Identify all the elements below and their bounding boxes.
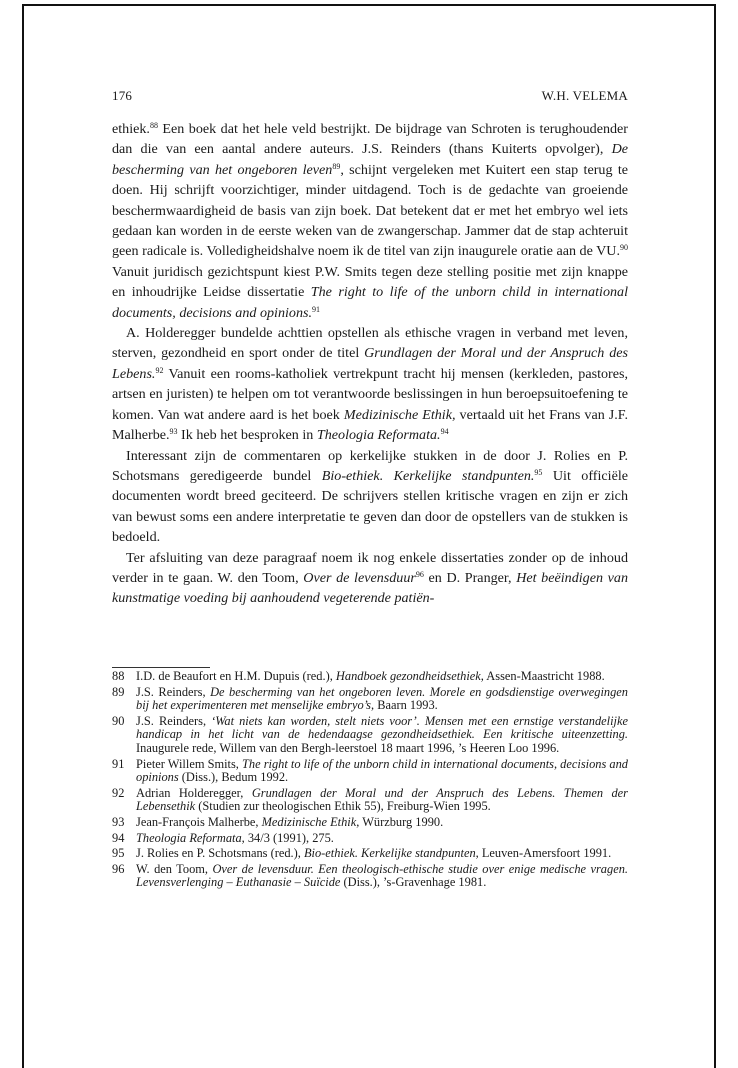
footnotes: [112, 670, 628, 892]
book-title: The right to life of the unborn child in international documents, decisions and opinions.: [112, 284, 628, 321]
footnote: 92 Adrian Holderegger, Grundlagen der Moral und der Anspruch des Lebens. Themen der Lebensethik (Studien zur theologischen Ethik 55), Freiburg-Wien 1995.: [112, 785, 628, 814]
footnote-ref-91[interactable]: 91: [312, 304, 321, 314]
book-title: Over de levensduur: [303, 569, 416, 586]
paragraph-3: Interessant zijn de commentaren op kerkelijke stukken in de door J. Rolies en P. Schotsmans geredigeerde bundel Bio-ethiek. Kerkelijke standpunten.$^{95}$ Uit officiële documenten wordt breed geciteerd. De schrijvers stellen kritische vragen en zijn er zich van bewust soms een andere interpretatie te geven dan door de opstellers van de stukken is bedoeld.: [112, 447, 628, 546]
footnote: 95 J. Rolies en P. Schotsmans (red.), Bio-ethiek. Kerkelijke standpunten, Leuven-Amersfoort 1991.: [112, 846, 612, 861]
footnote-ref-92[interactable]: 92: [155, 365, 164, 375]
paragraph-4: Ter afsluiting van deze paragraaf noem ik nog enkele dissertaties zonder op de inhoud verder in te gaan. W. den Toom, Over de levensduur$^{96}$ en D. Pranger, Het beëindigen van kunstmatige voeding bij aanhoudend vegeterende patiën-: [112, 549, 629, 607]
footnote-number: 94: [112, 830, 125, 845]
footnote: 91 Pieter Willem Smits, The right to life of the unborn child in international documents, decisions and opinions (Diss.), Bedum 1992.: [112, 756, 628, 785]
book-title: Medizinische Ethik,: [343, 406, 456, 423]
body-text: [112, 119, 628, 609]
footnote-number: 89: [112, 684, 125, 699]
journal-title: Theologia Reformata.: [316, 427, 441, 444]
paragraph-2: A. Holderegger bundelde achttien opstellen als ethische vragen in verband met leven, sterven, gezondheid en sport onder de titel Grundlagen der Moral und der Anspruch des Lebens.$^{92}$ Vanuit een rooms-katholiek vertrekpunt tracht hij mensen (kerkleden, pastores, artsen en juristen) te helpen om tot verantwoorde beslissingen in hun beroepsuitoefening te komen. Van wat andere aard is het boek Medizinische Ethik, vertaald uit het Frans van J.F. Malherbe.$^{93}$ Ik heb het besproken in Theologia Reformata.$^{94}$: [112, 325, 629, 444]
running-head: [112, 88, 628, 104]
footnote-number: 96: [112, 861, 125, 876]
footnote: 90 J.S. Reinders, ‘Wat niets kan worden, stelt niets voor’. Mensen met een ernstige verstandelijke handicap in het licht van de hedendaagse gezondheidsethiek. Een kritische uiteenzetting. Inaugurele rede, Willem van den Bergh-leerstoel 18 maart 1996, ’s Heeren Loo 1996.: [112, 713, 629, 755]
paragraph-1: ethiek.$^{88}$ Een boek dat het hele veld bestrijkt. De bijdrage van Schroten is terughoudender dan die van een aantal andere auteurs. J.S. Reinders (thans Kuiterts opvolger), De bescherming van het ongeboren leven$^{89}$, schijnt vergeleken met Kuitert een stap terug te doen. Hij schrijft voorzichtiger, minder uitdagend. Toch is de gedachte van groeiende beschermwaardigheid de basis van zijn boek. Dat betekent dat er met het embryo wel iets gedaan kan worden in de eerste weken van de zwangerschap. Jammer dat de stap achteruit geen radicale is. Volledigheidshalve noem ik de titel van zijn inaugurele oratie aan de VU.$^{90}$ Vanuit juridisch gezichtspunt kiest P.W. Smits tegen deze stelling positie met zijn knappe en inhoudrijke Leidse dissertatie The right to life of the unborn child in international documents, decisions and opinions.$^{91}$: [112, 121, 628, 321]
footnote-ref-93[interactable]: 93: [169, 427, 178, 437]
footnote-ref-96[interactable]: 96: [415, 569, 424, 579]
footnote: 94 Theologia Reformata, 34/3 (1991), 275.: [112, 830, 334, 845]
book-title: De bescherming van het ongeboren leven: [112, 141, 628, 178]
footnote: 93 Jean-François Malherbe, Medizinische Ethik, Würzburg 1990.: [112, 814, 444, 829]
footnote-number: 92: [112, 785, 125, 800]
footnote-number: 93: [112, 814, 125, 829]
footnote-ref-89[interactable]: 89: [332, 161, 341, 171]
footnote-rule: [112, 667, 210, 668]
book-title: Bio-ethiek. Kerkelijke standpunten.: [321, 467, 535, 484]
footnote: 96 W. den Toom, Over de levensduur. Een theologisch-ethische studie over enige medische vragen. Levensverlenging – Euthanasie – Suïcide (Diss.), ’s-Gravenhage 1981.: [112, 861, 628, 890]
footnote-number: 90: [112, 713, 125, 728]
book-title: Grundlagen der Moral und der Anspruch des Lebens.: [112, 345, 628, 382]
scan-border-top: [22, 4, 716, 6]
footnote-number: 88: [112, 669, 125, 683]
footnote-number: 91: [112, 756, 125, 771]
footnote-ref-90[interactable]: 90: [620, 243, 628, 253]
page-number: 176: [112, 88, 133, 103]
running-title: W.H. VELEMA: [541, 88, 628, 103]
footnote: 89 J.S. Reinders, De bescherming van het ongeboren leven. Morele en godsdienstige overwegingen bij het experimenteren met menselijke embryo’s, Baarn 1993.: [112, 684, 628, 713]
footnote: 88 I.D. de Beaufort en H.M. Dupuis (red.), Handboek gezondheidsethiek, Assen-Maastricht 1988.: [112, 669, 605, 683]
book-title: Het beëindigen van kunstmatige voeding bij aanhoudend vegeterende patiën-: [112, 569, 629, 607]
footnote-ref-94[interactable]: 94: [440, 427, 449, 437]
scan-border-left: [22, 4, 24, 1068]
footnote-number: 95: [112, 846, 125, 861]
footnote-ref-95[interactable]: 95: [534, 467, 543, 477]
footnote-ref-88[interactable]: 88: [149, 121, 158, 130]
scan-border-right: [714, 4, 716, 1068]
